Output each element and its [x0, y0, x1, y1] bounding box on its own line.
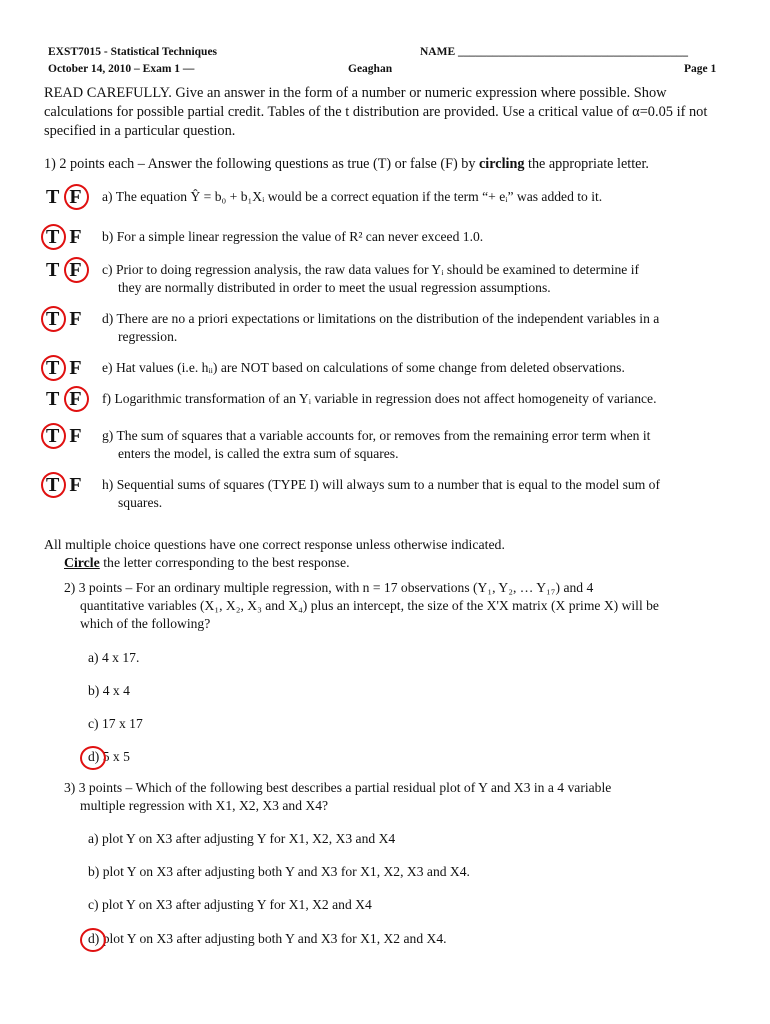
tf-question-h	[102, 476, 732, 512]
false-option[interactable]: F	[69, 186, 82, 208]
q3-option-d[interactable]	[88, 931, 447, 947]
tf-question-c	[102, 261, 732, 297]
option-letter: c)	[88, 716, 99, 731]
mc-intro-line2	[64, 554, 350, 572]
instructor-name: Geaghan	[348, 63, 393, 75]
course-title: EXST7015 - Statistical Techniques	[48, 46, 218, 58]
option-text: plot Y on X3 after adjusting Y for X1, X2, X3 and X4	[98, 831, 396, 846]
tf-question-d	[102, 310, 732, 346]
false-option[interactable]: F	[69, 308, 82, 330]
tf-choice-c	[46, 259, 82, 282]
tf-choice-d	[46, 308, 82, 331]
mc-intro-circle-word: Circle	[64, 555, 100, 570]
option-text: plot Y on X3 after adjusting both Y and X3 for X1, X2 and X4.	[99, 931, 447, 946]
q2-option-d[interactable]	[88, 749, 130, 765]
true-option[interactable]: T	[46, 425, 60, 447]
question-text-cont: enters the model, is called the extra sum of squares.	[118, 446, 399, 461]
tf-choice-f	[46, 388, 82, 411]
option-text: 4 x 4	[99, 683, 130, 698]
question-text: h) Sequential sums of squares (TYPE I) will always sum to a number that is equal to the model sum of	[102, 477, 661, 492]
q3-option-c[interactable]	[88, 897, 372, 913]
option-letter: c)	[88, 897, 99, 912]
question-text-cont: squares.	[118, 495, 163, 510]
true-option[interactable]: T	[46, 259, 60, 281]
mc-intro-line1: All multiple choice questions have one correct response unless otherwise indicated.	[44, 537, 505, 552]
tf-choice-b	[46, 226, 82, 249]
option-text: 17 x 17	[98, 716, 143, 731]
question-text: b) For a simple linear regression the value of R² can never exceed 1.0.	[102, 229, 484, 244]
question-text: g) The sum of squares that a variable accounts for, or removes from the remaining error term when it	[102, 428, 651, 443]
tf-choice-e	[46, 357, 82, 380]
false-option[interactable]: F	[69, 474, 82, 496]
false-option[interactable]: F	[69, 388, 82, 410]
q2-line2: quantitative variables (X₁, X₂, X₃ and X₄) plus an intercept, the size of the X'X matrix (X prime X) will be	[80, 598, 659, 613]
option-letter: a)	[88, 650, 99, 665]
option-letter-circled: d)	[88, 749, 100, 764]
q3-option-b[interactable]	[88, 864, 470, 880]
true-option[interactable]: T	[46, 226, 60, 248]
section1-heading	[44, 155, 744, 173]
tf-question-f	[102, 390, 732, 408]
false-option[interactable]: F	[69, 259, 82, 281]
tf-choice-g	[46, 425, 82, 448]
option-text: 4 x 17.	[98, 650, 140, 665]
q2-option-b[interactable]	[88, 683, 130, 699]
tf-question-g	[102, 427, 732, 463]
true-option[interactable]: T	[46, 308, 60, 330]
section1-heading-post: the appropriate letter.	[524, 156, 649, 172]
q3-option-a[interactable]	[88, 831, 395, 847]
section1-heading-bold: circling	[479, 156, 525, 172]
true-option[interactable]: T	[46, 357, 60, 379]
option-text: 5 x 5	[99, 749, 130, 764]
option-letter-circled: d)	[88, 931, 100, 946]
question-text: a) The equation Ŷ = b₀ + b₁Xᵢ would be a correct equation if the term “+ eᵢ” was added to it.	[102, 189, 603, 204]
mc-intro-rest: the letter corresponding to the best response.	[99, 555, 350, 570]
q2-option-c[interactable]	[88, 716, 143, 732]
tf-choice-a	[46, 186, 82, 209]
question-text-cont: regression.	[118, 329, 178, 344]
instructions: READ CAREFULLY. Give an answer in the form of a number or numeric expression where possible. Show calculations for possible partial credit. Tables of the t distribution are provided. Use a critical value of α=0.05 if not specified in a particular question.	[44, 85, 708, 139]
question-text-cont: they are normally distributed in order to meet the usual regression assumptions.	[118, 280, 551, 295]
option-letter: b)	[88, 683, 100, 698]
question-text: e) Hat values (i.e. hᵢᵢ) are NOT based on calculations of some change from deleted observations.	[102, 360, 625, 375]
question-text: c) Prior to doing regression analysis, the raw data values for Yᵢ should be examined to determine if	[102, 262, 640, 277]
q2-line3: which of the following?	[80, 616, 211, 631]
tf-question-e	[102, 359, 732, 377]
true-option[interactable]: T	[46, 474, 60, 496]
false-option[interactable]: F	[69, 226, 82, 248]
tf-question-b	[102, 228, 732, 246]
tf-question-a	[102, 188, 732, 206]
option-text: plot Y on X3 after adjusting Y for X1, X2 and X4	[98, 897, 372, 912]
option-letter: b)	[88, 864, 100, 879]
q3-line2: multiple regression with X1, X2, X3 and X4?	[80, 798, 329, 813]
question-text: f) Logarithmic transformation of an Yᵢ variable in regression does not affect homogeneity of variance.	[102, 391, 657, 406]
false-option[interactable]: F	[69, 425, 82, 447]
q3-line1: 3) 3 points – Which of the following best describes a partial residual plot of Y and X3 in a 4 variable	[64, 780, 612, 795]
page-number: Page 1	[684, 63, 717, 75]
true-option[interactable]: T	[46, 186, 60, 208]
option-letter: a)	[88, 831, 99, 846]
option-text: plot Y on X3 after adjusting both Y and X3 for X1, X2, X3 and X4.	[99, 864, 470, 879]
true-option[interactable]: T	[46, 388, 60, 410]
question-text: d) There are no a priori expectations or limitations on the distribution of the independent variables in a	[102, 311, 660, 326]
tf-choice-h	[46, 474, 82, 497]
name-field: NAME ________________________________________	[420, 46, 689, 58]
false-option[interactable]: F	[69, 357, 82, 379]
exam-date: October 14, 2010 – Exam 1 —	[48, 63, 195, 75]
section1-heading-pre: 1) 2 points each – Answer the following questions as true (T) or false (F) by	[44, 156, 479, 172]
q2-line1: 2) 3 points – For an ordinary multiple regression, with n = 17 observations (Y₁, Y₂, … Y₁₇) and 4	[64, 580, 594, 595]
q2-option-a[interactable]	[88, 650, 139, 666]
